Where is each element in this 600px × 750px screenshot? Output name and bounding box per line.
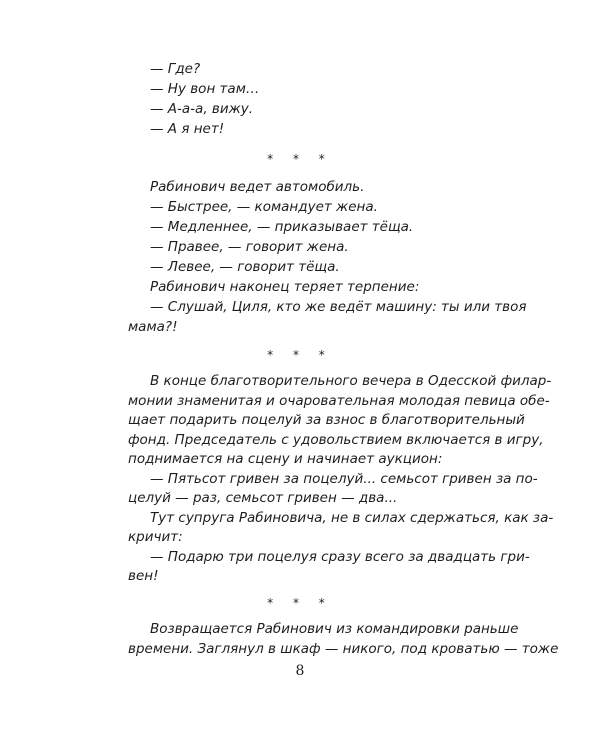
section-separator: * * * bbox=[267, 348, 333, 362]
dialogue-line: — Правее, — говорит жена. bbox=[150, 239, 349, 255]
text-line: времени. Заглянул в шкаф — никого, под кроватью — тоже bbox=[128, 640, 559, 657]
page-number: 8 bbox=[295, 663, 305, 679]
text-line: кричит: bbox=[128, 529, 183, 545]
dialogue-line: — Левее, — говорит тёща. bbox=[150, 259, 340, 275]
joke-4 bbox=[128, 620, 559, 659]
dialogue-line: мама?! bbox=[128, 319, 178, 335]
dialogue-line: — А-а-а, вижу. bbox=[150, 101, 254, 117]
joke-3 bbox=[128, 372, 554, 587]
text-line: поднимается на сцену и начинает аукцион: bbox=[128, 451, 443, 467]
dialogue-line: — Ну вон там… bbox=[150, 81, 260, 97]
text-line: вен! bbox=[128, 568, 159, 584]
dialogue-line: — Где? bbox=[150, 61, 201, 77]
narration-line: Рабинович ведет автомобиль. bbox=[150, 179, 365, 195]
dialogue-line: — Слушай, Циля, кто же ведёт машину: ты или твоя bbox=[150, 299, 527, 315]
text-line: Тут супруга Рабиновича, не в силах сдержаться, как за- bbox=[150, 509, 554, 526]
text-line: монии знаменитая и очаровательная молодая певица обе- bbox=[128, 392, 550, 409]
text-line: В конце благотворительного вечера в Одесской филар- bbox=[150, 373, 552, 389]
dialogue-line: — Быстрее, — командует жена. bbox=[150, 199, 378, 215]
narration-line: Рабинович наконец теряет терпение: bbox=[150, 279, 420, 295]
text-line: щает подарить поцелуй за взнос в благотворительный bbox=[128, 412, 525, 428]
section-separator: * * * bbox=[267, 152, 333, 166]
text-line: целуй — раз, семьсот гривен — два... bbox=[128, 490, 398, 506]
text-line: — Пятьсот гривен за поцелуй... семьсот гривен за по- bbox=[150, 470, 538, 487]
section-separator: * * * bbox=[267, 596, 333, 610]
text-line: фонд. Председатель с удовольствием включается в игру, bbox=[128, 431, 544, 448]
dialogue-line: — Медленнее, — приказывает тёща. bbox=[150, 219, 414, 235]
dialogue-line: — А я нет! bbox=[150, 121, 225, 137]
text-line: Возвращается Рабинович из командировки раньше bbox=[150, 621, 519, 637]
text-line: — Подарю три поцелуя сразу всего за двадцать гри- bbox=[150, 548, 530, 565]
